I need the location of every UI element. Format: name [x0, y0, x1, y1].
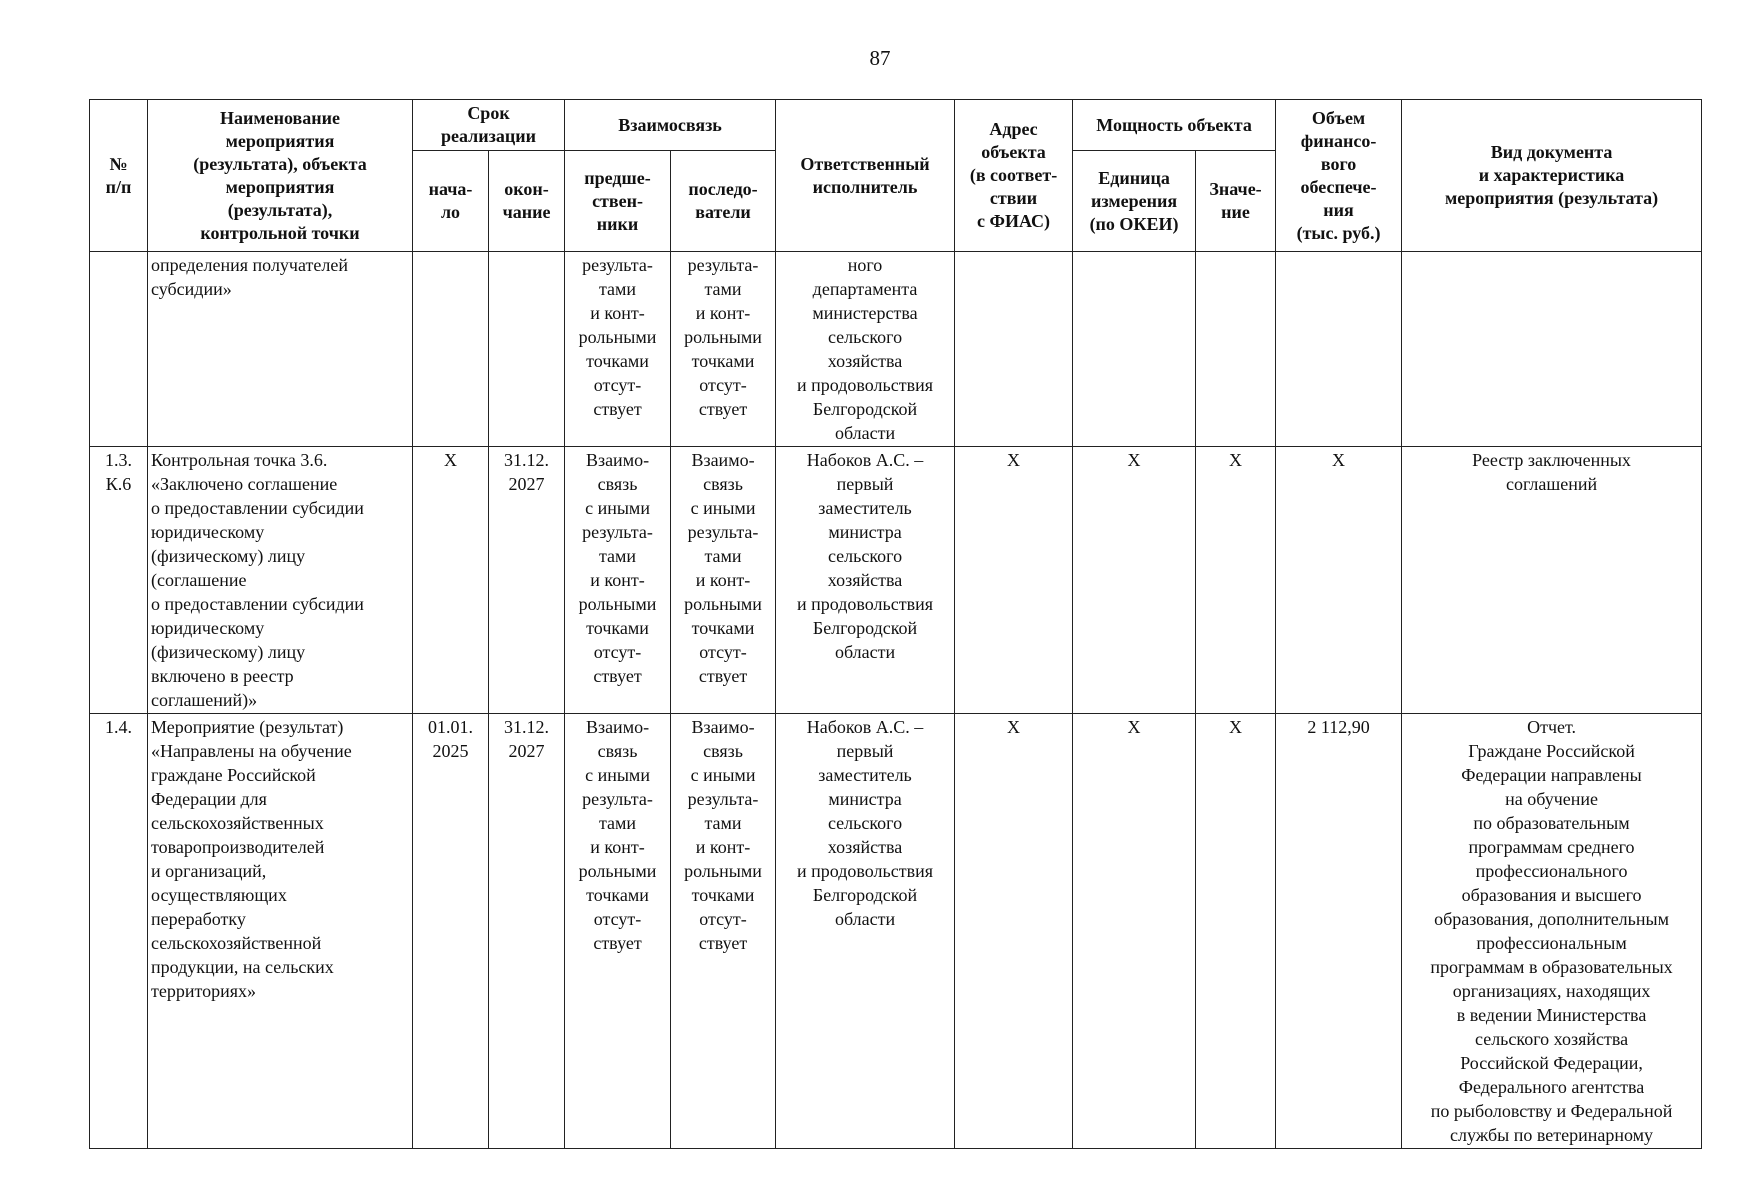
cell-num: 1.3. К.6 [90, 447, 148, 714]
cell-prev: Взаимо- связь с иными результа- тами и конт- рольными точками отсут- ствует [565, 447, 671, 714]
cell-executor: Набоков А.С. – первый заместитель министра сельского хозяйства и продовольствия Белгородской области [776, 714, 955, 1149]
cell-next: Взаимо- связь с иными результа- тами и конт- рольными точками отсут- ствует [671, 447, 776, 714]
cell-funding: X [1276, 447, 1402, 714]
header-term: Срок реализации [413, 100, 565, 151]
cell-end: 31.12. 2027 [489, 447, 565, 714]
cell-doc [1402, 252, 1702, 447]
cell-unit: X [1073, 447, 1196, 714]
cell-doc: Отчет. Граждане Российской Федерации направлены на обучение по образовательным программам среднего профессионального образования и высшего образования, дополнительным профессиональным программам в образовательных организациях, находящих в ведении Министерства сельского хозяйства Российской Федерации, Федерального агентства по рыболовству и Федеральной службы по ветеринарному [1402, 714, 1702, 1149]
cell-num [90, 252, 148, 447]
header-capacity-unit: Единица измерения (по ОКЕИ) [1073, 151, 1196, 252]
header-doc-type: Вид документа и характеристика мероприятия (результата) [1402, 100, 1702, 252]
header-capacity-value: Значе- ние [1196, 151, 1276, 252]
cell-prev: Взаимо- связь с иными результа- тами и конт- рольными точками отсут- ствует [565, 714, 671, 1149]
cell-start: 01.01. 2025 [413, 714, 489, 1149]
page-number: 87 [869, 46, 891, 70]
cell-doc: Реестр заключенных соглашений [1402, 447, 1702, 714]
cell-executor: Набоков А.С. – первый заместитель министра сельского хозяйства и продовольствия Белгородской области [776, 447, 955, 714]
cell-value: X [1196, 447, 1276, 714]
cell-unit: X [1073, 714, 1196, 1149]
cell-name: Контрольная точка 3.6. «Заключено соглашение о предоставлении субсидии юридическому (физическому) лицу (соглашение о предоставлении субсидии юридическому (физическому) лицу включено в реестр соглашений)» [148, 447, 413, 714]
cell-address: X [955, 714, 1073, 1149]
cell-start [413, 252, 489, 447]
cell-name: Мероприятие (результат) «Направлены на обучение граждане Российской Федерации для сельскохозяйственных товаропроизводителей и организаций, осуществляющих переработку сельскохозяйственной продукции, на сельских территориях» [148, 714, 413, 1149]
cell-funding [1276, 252, 1402, 447]
table-row [90, 252, 1702, 447]
header-capacity: Мощность объекта [1073, 100, 1276, 151]
header-name: Наименование мероприятия (результата), объекта мероприятия (результата), контрольной точки [148, 100, 413, 252]
table-row [90, 447, 1702, 714]
header-relation-prev: предше- ствен- ники [565, 151, 671, 252]
cell-next: результа- тами и конт- рольными точками отсут- ствует [671, 252, 776, 447]
cell-unit [1073, 252, 1196, 447]
cell-value [1196, 252, 1276, 447]
cell-start: X [413, 447, 489, 714]
cell-end [489, 252, 565, 447]
header-num: № п/п [90, 100, 148, 252]
header-term-start: нача- ло [413, 151, 489, 252]
header-address: Адрес объекта (в соответ- ствии с ФИАС) [955, 100, 1073, 252]
measures-table [89, 99, 1702, 1149]
cell-num: 1.4. [90, 714, 148, 1149]
cell-next: Взаимо- связь с иными результа- тами и конт- рольными точками отсут- ствует [671, 714, 776, 1149]
table-row [90, 714, 1702, 1149]
header-funding: Объем финансо- вого обеспече- ния (тыс. руб.) [1276, 100, 1402, 252]
cell-value: X [1196, 714, 1276, 1149]
cell-address [955, 252, 1073, 447]
cell-executor: ного департамента министерства сельского хозяйства и продовольствия Белгородской области [776, 252, 955, 447]
cell-name: определения получателей субсидии» [148, 252, 413, 447]
cell-funding: 2 112,90 [1276, 714, 1402, 1149]
cell-address: X [955, 447, 1073, 714]
header-executor: Ответственный исполнитель [776, 100, 955, 252]
cell-prev: результа- тами и конт- рольными точками отсут- ствует [565, 252, 671, 447]
header-term-end: окон- чание [489, 151, 565, 252]
header-relation: Взаимосвязь [565, 100, 776, 151]
header-row-1 [90, 100, 1702, 151]
header-relation-next: последо- ватели [671, 151, 776, 252]
cell-end: 31.12. 2027 [489, 714, 565, 1149]
